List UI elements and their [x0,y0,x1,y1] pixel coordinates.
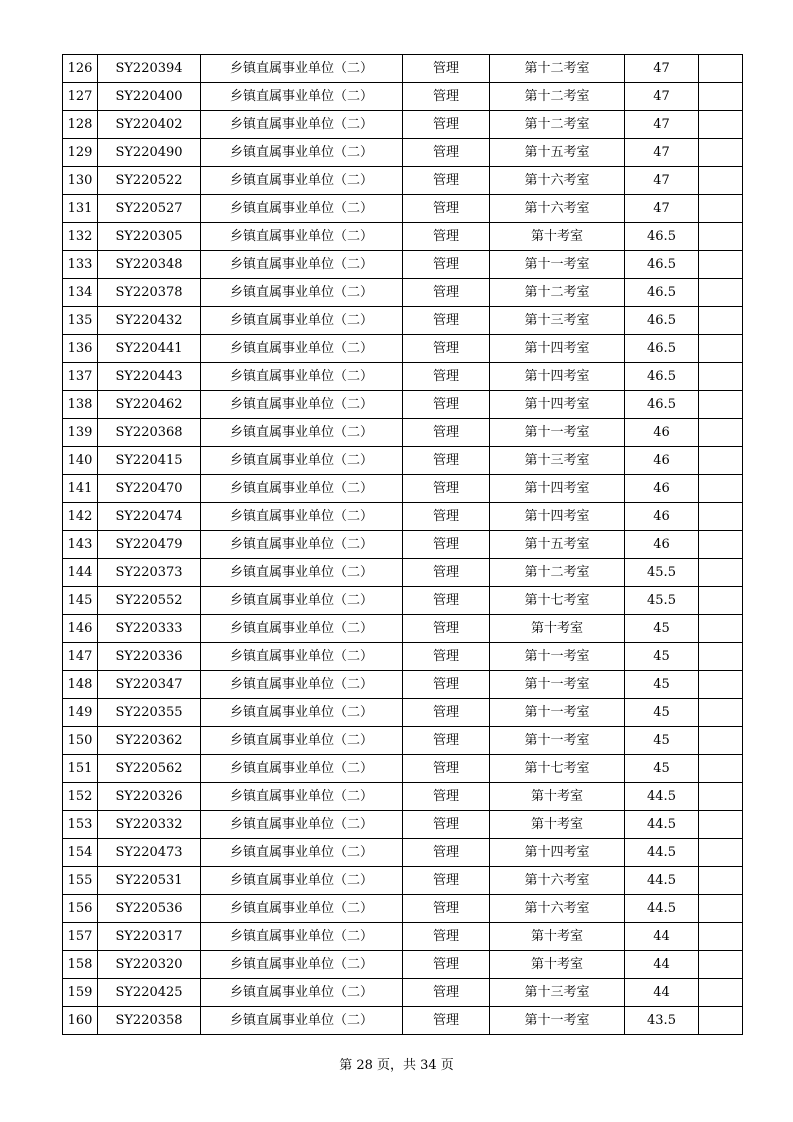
candidate-id-cell: SY220470 [98,475,201,503]
remark-cell [699,83,743,111]
position-category-cell: 管理 [403,559,490,587]
unit-name-cell: 乡镇直属事业单位（二） [201,951,403,979]
candidate-id-cell: SY220348 [98,251,201,279]
unit-name-cell: 乡镇直属事业单位（二） [201,195,403,223]
candidate-id-cell: SY220443 [98,363,201,391]
score-cell: 46 [625,503,699,531]
row-number-cell: 145 [63,587,98,615]
score-cell: 45 [625,699,699,727]
score-cell: 47 [625,195,699,223]
table-row [63,643,743,671]
exam-room-cell: 第十六考室 [490,167,625,195]
position-category-cell: 管理 [403,671,490,699]
remark-cell [699,615,743,643]
table-row [63,251,743,279]
row-number-cell: 136 [63,335,98,363]
unit-name-cell: 乡镇直属事业单位（二） [201,783,403,811]
row-number-cell: 127 [63,83,98,111]
unit-name-cell: 乡镇直属事业单位（二） [201,363,403,391]
row-number-cell: 157 [63,923,98,951]
score-cell: 46.5 [625,279,699,307]
position-category-cell: 管理 [403,895,490,923]
remark-cell [699,783,743,811]
position-category-cell: 管理 [403,643,490,671]
candidate-id-cell: SY220552 [98,587,201,615]
exam-room-cell: 第十一考室 [490,727,625,755]
position-category-cell: 管理 [403,447,490,475]
table-row [63,307,743,335]
position-category-cell: 管理 [403,251,490,279]
position-category-cell: 管理 [403,615,490,643]
candidate-id-cell: SY220531 [98,867,201,895]
table-row [63,727,743,755]
row-number-cell: 159 [63,979,98,1007]
table-row [63,391,743,419]
position-category-cell: 管理 [403,83,490,111]
row-number-cell: 149 [63,699,98,727]
position-category-cell: 管理 [403,195,490,223]
score-cell: 45.5 [625,559,699,587]
unit-name-cell: 乡镇直属事业单位（二） [201,279,403,307]
position-category-cell: 管理 [403,279,490,307]
remark-cell [699,363,743,391]
score-cell: 45 [625,643,699,671]
table-row [63,951,743,979]
exam-room-cell: 第十二考室 [490,55,625,83]
candidate-id-cell: SY220347 [98,671,201,699]
position-category-cell: 管理 [403,475,490,503]
unit-name-cell: 乡镇直属事业单位（二） [201,475,403,503]
score-cell: 44 [625,951,699,979]
exam-room-cell: 第十四考室 [490,503,625,531]
unit-name-cell: 乡镇直属事业单位（二） [201,391,403,419]
table-row [63,111,743,139]
unit-name-cell: 乡镇直属事业单位（二） [201,55,403,83]
table-row [63,839,743,867]
row-number-cell: 148 [63,671,98,699]
row-number-cell: 150 [63,727,98,755]
row-number-cell: 158 [63,951,98,979]
position-category-cell: 管理 [403,55,490,83]
candidate-id-cell: SY220432 [98,307,201,335]
remark-cell [699,223,743,251]
table-row [63,55,743,83]
row-number-cell: 144 [63,559,98,587]
remark-cell [699,895,743,923]
exam-room-cell: 第十一考室 [490,643,625,671]
position-category-cell: 管理 [403,587,490,615]
position-category-cell: 管理 [403,867,490,895]
candidate-id-cell: SY220474 [98,503,201,531]
row-number-cell: 153 [63,811,98,839]
exam-room-cell: 第十二考室 [490,83,625,111]
score-cell: 43.5 [625,1007,699,1035]
position-category-cell: 管理 [403,727,490,755]
remark-cell [699,391,743,419]
candidate-id-cell: SY220317 [98,923,201,951]
row-number-cell: 130 [63,167,98,195]
position-category-cell: 管理 [403,923,490,951]
position-category-cell: 管理 [403,307,490,335]
unit-name-cell: 乡镇直属事业单位（二） [201,223,403,251]
unit-name-cell: 乡镇直属事业单位（二） [201,83,403,111]
score-cell: 45 [625,727,699,755]
table-row [63,671,743,699]
candidate-id-cell: SY220320 [98,951,201,979]
exam-room-cell: 第十考室 [490,811,625,839]
position-category-cell: 管理 [403,755,490,783]
remark-cell [699,923,743,951]
exam-room-cell: 第十六考室 [490,867,625,895]
table-row [63,503,743,531]
remark-cell [699,531,743,559]
table-row [63,699,743,727]
candidate-id-cell: SY220402 [98,111,201,139]
unit-name-cell: 乡镇直属事业单位（二） [201,251,403,279]
row-number-cell: 140 [63,447,98,475]
remark-cell [699,867,743,895]
exam-room-cell: 第十考室 [490,923,625,951]
score-cell: 47 [625,167,699,195]
score-cell: 44.5 [625,839,699,867]
candidate-id-cell: SY220373 [98,559,201,587]
score-cell: 47 [625,139,699,167]
position-category-cell: 管理 [403,783,490,811]
table-row [63,923,743,951]
exam-room-cell: 第十二考室 [490,559,625,587]
exam-room-cell: 第十五考室 [490,531,625,559]
position-category-cell: 管理 [403,167,490,195]
remark-cell [699,755,743,783]
score-cell: 47 [625,111,699,139]
row-number-cell: 135 [63,307,98,335]
candidate-id-cell: SY220462 [98,391,201,419]
results-table [62,54,743,1035]
score-cell: 45 [625,615,699,643]
exam-room-cell: 第十四考室 [490,391,625,419]
unit-name-cell: 乡镇直属事业单位（二） [201,167,403,195]
page-footer: 第 28 页，共 34 页 [339,1058,454,1073]
candidate-id-cell: SY220336 [98,643,201,671]
table-row [63,447,743,475]
unit-name-cell: 乡镇直属事业单位（二） [201,419,403,447]
candidate-id-cell: SY220333 [98,615,201,643]
remark-cell [699,587,743,615]
candidate-id-cell: SY220536 [98,895,201,923]
exam-room-cell: 第十六考室 [490,895,625,923]
candidate-id-cell: SY220479 [98,531,201,559]
remark-cell [699,1007,743,1035]
table-row [63,559,743,587]
table-row [63,83,743,111]
unit-name-cell: 乡镇直属事业单位（二） [201,643,403,671]
score-cell: 46 [625,419,699,447]
remark-cell [699,251,743,279]
exam-room-cell: 第十二考室 [490,111,625,139]
score-cell: 46.5 [625,251,699,279]
remark-cell [699,839,743,867]
row-number-cell: 138 [63,391,98,419]
row-number-cell: 126 [63,55,98,83]
unit-name-cell: 乡镇直属事业单位（二） [201,587,403,615]
remark-cell [699,503,743,531]
unit-name-cell: 乡镇直属事业单位（二） [201,979,403,1007]
exam-room-cell: 第十一考室 [490,1007,625,1035]
exam-room-cell: 第十三考室 [490,447,625,475]
row-number-cell: 146 [63,615,98,643]
remark-cell [699,475,743,503]
exam-room-cell: 第十四考室 [490,335,625,363]
unit-name-cell: 乡镇直属事业单位（二） [201,111,403,139]
unit-name-cell: 乡镇直属事业单位（二） [201,559,403,587]
exam-room-cell: 第十三考室 [490,307,625,335]
exam-room-cell: 第十三考室 [490,979,625,1007]
score-cell: 45 [625,671,699,699]
remark-cell [699,979,743,1007]
unit-name-cell: 乡镇直属事业单位（二） [201,923,403,951]
table-row [63,475,743,503]
exam-room-cell: 第十四考室 [490,363,625,391]
position-category-cell: 管理 [403,699,490,727]
position-category-cell: 管理 [403,111,490,139]
remark-cell [699,643,743,671]
score-cell: 46.5 [625,335,699,363]
table-row [63,223,743,251]
score-cell: 45.5 [625,587,699,615]
exam-room-cell: 第十四考室 [490,839,625,867]
score-cell: 46.5 [625,391,699,419]
exam-room-cell: 第十七考室 [490,587,625,615]
row-number-cell: 156 [63,895,98,923]
table-row [63,811,743,839]
unit-name-cell: 乡镇直属事业单位（二） [201,615,403,643]
unit-name-cell: 乡镇直属事业单位（二） [201,503,403,531]
position-category-cell: 管理 [403,839,490,867]
unit-name-cell: 乡镇直属事业单位（二） [201,531,403,559]
table-row [63,783,743,811]
position-category-cell: 管理 [403,531,490,559]
unit-name-cell: 乡镇直属事业单位（二） [201,307,403,335]
row-number-cell: 154 [63,839,98,867]
unit-name-cell: 乡镇直属事业单位（二） [201,727,403,755]
row-number-cell: 142 [63,503,98,531]
unit-name-cell: 乡镇直属事业单位（二） [201,335,403,363]
candidate-id-cell: SY220394 [98,55,201,83]
candidate-id-cell: SY220326 [98,783,201,811]
unit-name-cell: 乡镇直属事业单位（二） [201,895,403,923]
score-cell: 44.5 [625,783,699,811]
candidate-id-cell: SY220358 [98,1007,201,1035]
candidate-id-cell: SY220425 [98,979,201,1007]
unit-name-cell: 乡镇直属事业单位（二） [201,447,403,475]
position-category-cell: 管理 [403,811,490,839]
remark-cell [699,699,743,727]
position-category-cell: 管理 [403,363,490,391]
remark-cell [699,419,743,447]
position-category-cell: 管理 [403,979,490,1007]
position-category-cell: 管理 [403,139,490,167]
exam-room-cell: 第十一考室 [490,419,625,447]
score-cell: 46.5 [625,223,699,251]
exam-room-cell: 第十四考室 [490,475,625,503]
row-number-cell: 147 [63,643,98,671]
score-cell: 47 [625,55,699,83]
row-number-cell: 133 [63,251,98,279]
exam-room-cell: 第十一考室 [490,671,625,699]
candidate-id-cell: SY220473 [98,839,201,867]
remark-cell [699,671,743,699]
row-number-cell: 141 [63,475,98,503]
table-row [63,195,743,223]
table-row [63,139,743,167]
row-number-cell: 137 [63,363,98,391]
exam-room-cell: 第十五考室 [490,139,625,167]
position-category-cell: 管理 [403,223,490,251]
table-row [63,867,743,895]
remark-cell [699,167,743,195]
candidate-id-cell: SY220355 [98,699,201,727]
candidate-id-cell: SY220332 [98,811,201,839]
remark-cell [699,195,743,223]
remark-cell [699,559,743,587]
unit-name-cell: 乡镇直属事业单位（二） [201,699,403,727]
row-number-cell: 151 [63,755,98,783]
score-cell: 47 [625,83,699,111]
row-number-cell: 132 [63,223,98,251]
table-row [63,755,743,783]
candidate-id-cell: SY220305 [98,223,201,251]
score-cell: 46.5 [625,363,699,391]
score-cell: 44.5 [625,867,699,895]
position-category-cell: 管理 [403,335,490,363]
exam-room-cell: 第十考室 [490,951,625,979]
row-number-cell: 128 [63,111,98,139]
table-row [63,531,743,559]
score-cell: 44.5 [625,895,699,923]
candidate-id-cell: SY220368 [98,419,201,447]
exam-room-cell: 第十考室 [490,783,625,811]
table-row [63,615,743,643]
position-category-cell: 管理 [403,1007,490,1035]
remark-cell [699,335,743,363]
candidate-id-cell: SY220562 [98,755,201,783]
score-cell: 44 [625,979,699,1007]
candidate-id-cell: SY220400 [98,83,201,111]
unit-name-cell: 乡镇直属事业单位（二） [201,139,403,167]
remark-cell [699,307,743,335]
remark-cell [699,727,743,755]
table-row [63,279,743,307]
exam-room-cell: 第十考室 [490,223,625,251]
position-category-cell: 管理 [403,951,490,979]
remark-cell [699,447,743,475]
score-cell: 44 [625,923,699,951]
candidate-id-cell: SY220441 [98,335,201,363]
score-cell: 44.5 [625,811,699,839]
remark-cell [699,811,743,839]
candidate-id-cell: SY220527 [98,195,201,223]
table-row [63,895,743,923]
score-cell: 46 [625,447,699,475]
remark-cell [699,111,743,139]
table-row [63,979,743,1007]
unit-name-cell: 乡镇直属事业单位（二） [201,811,403,839]
unit-name-cell: 乡镇直属事业单位（二） [201,671,403,699]
unit-name-cell: 乡镇直属事业单位（二） [201,867,403,895]
table-row [63,167,743,195]
row-number-cell: 160 [63,1007,98,1035]
remark-cell [699,279,743,307]
table-row [63,1007,743,1035]
exam-room-cell: 第十一考室 [490,699,625,727]
remark-cell [699,55,743,83]
unit-name-cell: 乡镇直属事业单位（二） [201,1007,403,1035]
remark-cell [699,951,743,979]
position-category-cell: 管理 [403,503,490,531]
exam-room-cell: 第十七考室 [490,755,625,783]
row-number-cell: 139 [63,419,98,447]
remark-cell [699,139,743,167]
table-row [63,587,743,615]
score-cell: 45 [625,755,699,783]
candidate-id-cell: SY220378 [98,279,201,307]
position-category-cell: 管理 [403,391,490,419]
table-row [63,363,743,391]
score-cell: 46.5 [625,307,699,335]
candidate-id-cell: SY220362 [98,727,201,755]
row-number-cell: 143 [63,531,98,559]
exam-room-cell: 第十考室 [490,615,625,643]
exam-room-cell: 第十一考室 [490,251,625,279]
candidate-id-cell: SY220415 [98,447,201,475]
table-row [63,419,743,447]
table-body [63,55,743,1035]
row-number-cell: 152 [63,783,98,811]
exam-room-cell: 第十二考室 [490,279,625,307]
row-number-cell: 155 [63,867,98,895]
row-number-cell: 129 [63,139,98,167]
candidate-id-cell: SY220522 [98,167,201,195]
row-number-cell: 134 [63,279,98,307]
table-row [63,335,743,363]
score-cell: 46 [625,531,699,559]
candidate-id-cell: SY220490 [98,139,201,167]
position-category-cell: 管理 [403,419,490,447]
exam-room-cell: 第十六考室 [490,195,625,223]
score-cell: 46 [625,475,699,503]
row-number-cell: 131 [63,195,98,223]
unit-name-cell: 乡镇直属事业单位（二） [201,755,403,783]
unit-name-cell: 乡镇直属事业单位（二） [201,839,403,867]
